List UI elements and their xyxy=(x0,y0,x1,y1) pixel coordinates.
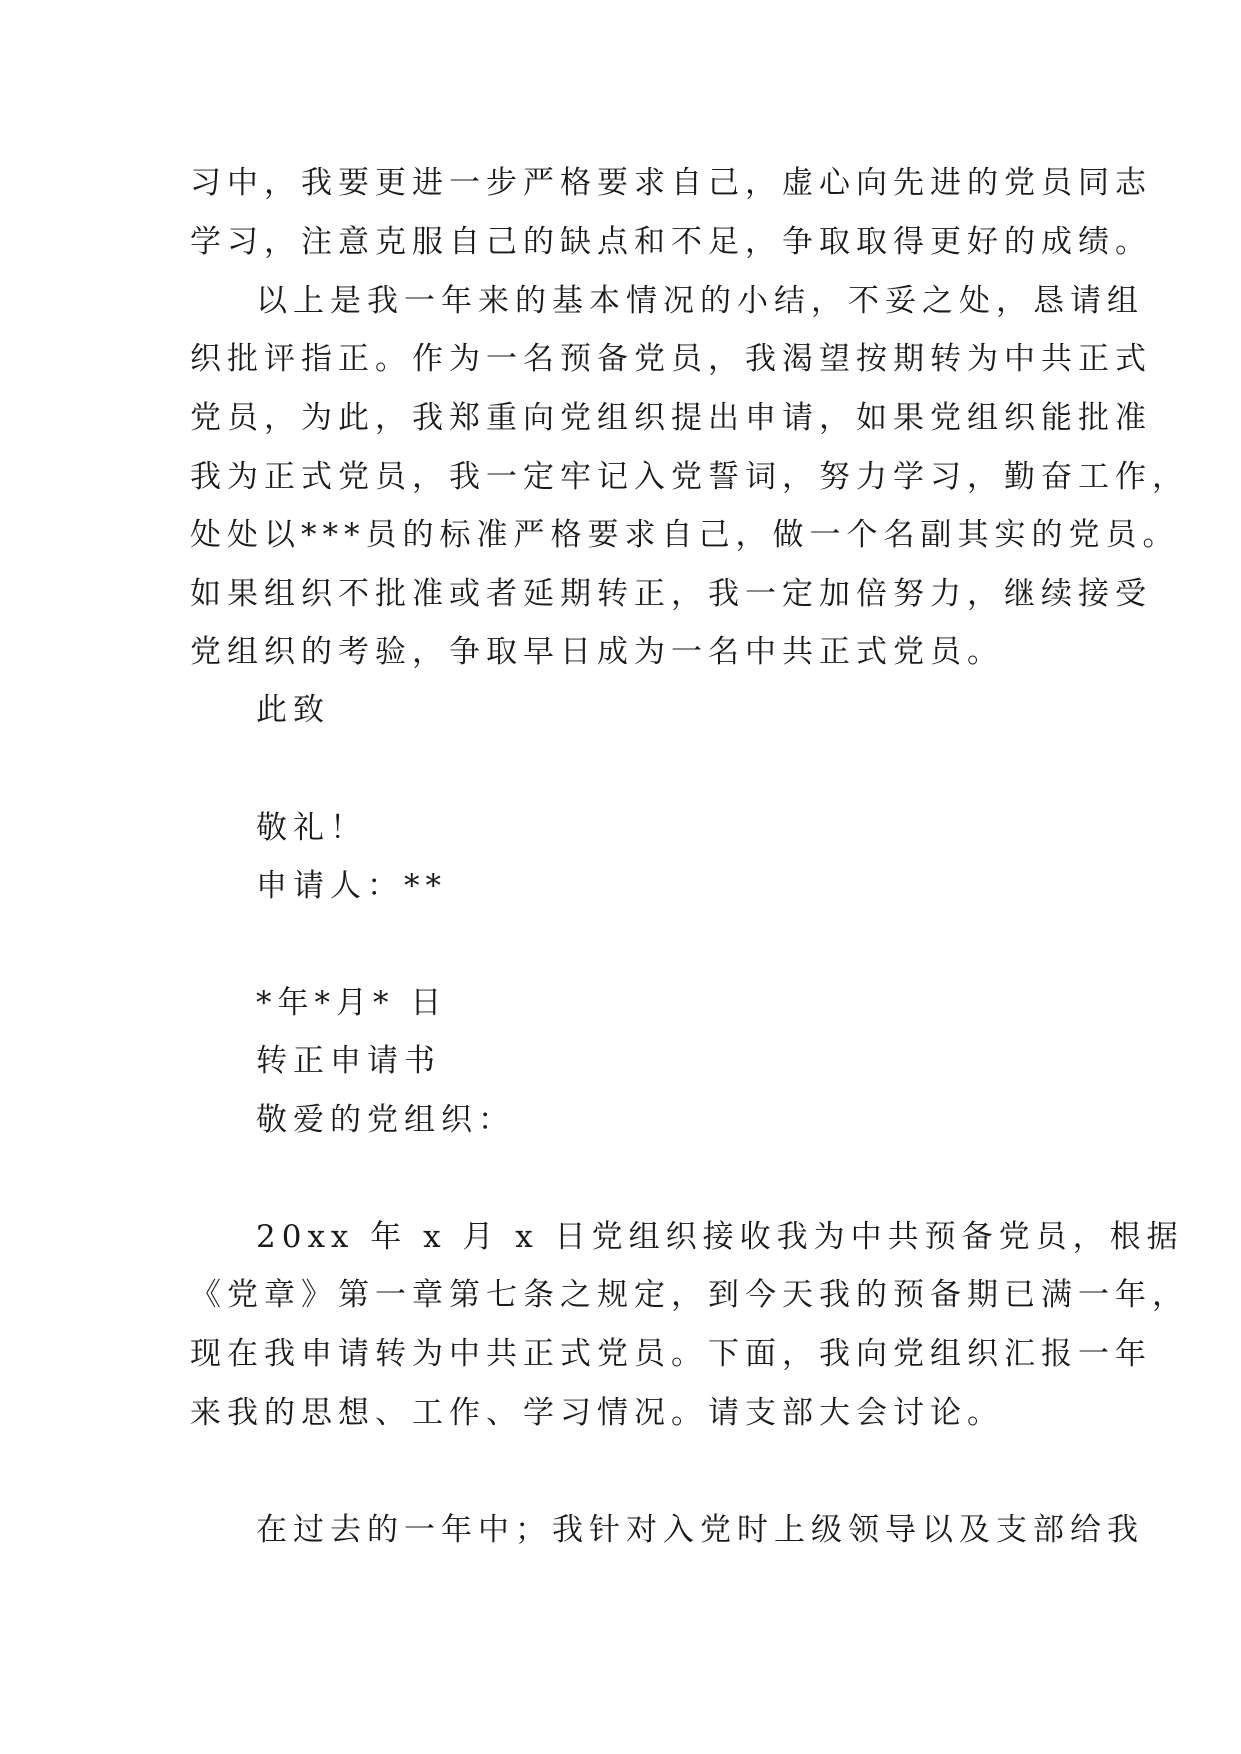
document-title: 转正申请书 xyxy=(256,1043,441,1079)
text-line: 如果组织不批准或者延期转正，我一定加倍努力，继续接受 xyxy=(190,576,1152,612)
text-line: 20xx 年 x 月 x 日党组织接收我为中共预备党员，根据 xyxy=(256,1219,1184,1255)
text-line: 织批评指正。作为一名预备党员，我渴望按期转为中共正式 xyxy=(190,341,1152,377)
text-line: 现在我申请转为中共正式党员。下面，我向党组织汇报一年 xyxy=(190,1336,1152,1372)
date-line: *年*月* 日 xyxy=(256,985,448,1021)
text-line: 学习，注意克服自己的缺点和不足，争取取得更好的成绩。 xyxy=(190,224,1152,260)
applicant-signature: 申请人：** xyxy=(256,868,447,904)
text-line: 以上是我一年来的基本情况的小结，不妥之处，恳请组 xyxy=(256,283,1144,319)
text-line: 我为正式党员，我一定牢记入党誓词，努力学习，勤奋工作， xyxy=(190,459,1189,495)
text-line: 党员，为此，我郑重向党组织提出申请，如果党组织能批准 xyxy=(190,400,1152,436)
text-line: 来我的思想、工作、学习情况。请支部大会讨论。 xyxy=(190,1395,1004,1431)
text-line: 党组织的考验，争取早日成为一名中共正式党员。 xyxy=(190,634,1004,670)
text-line: 《党章》第一章第七条之规定，到今天我的预备期已满一年， xyxy=(190,1277,1189,1313)
text-line: 处处以***员的标准严格要求自己，做一个名副其实的党员。 xyxy=(190,517,1180,553)
greeting: 敬爱的党组织： xyxy=(256,1102,515,1138)
regards: 敬礼！ xyxy=(256,810,367,846)
text-line: 在过去的一年中；我针对入党时上级领导以及支部给我 xyxy=(256,1512,1144,1548)
salutation-closing: 此致 xyxy=(256,692,330,728)
text-line: 习中，我要更进一步严格要求自己，虚心向先进的党员同志 xyxy=(190,165,1152,201)
